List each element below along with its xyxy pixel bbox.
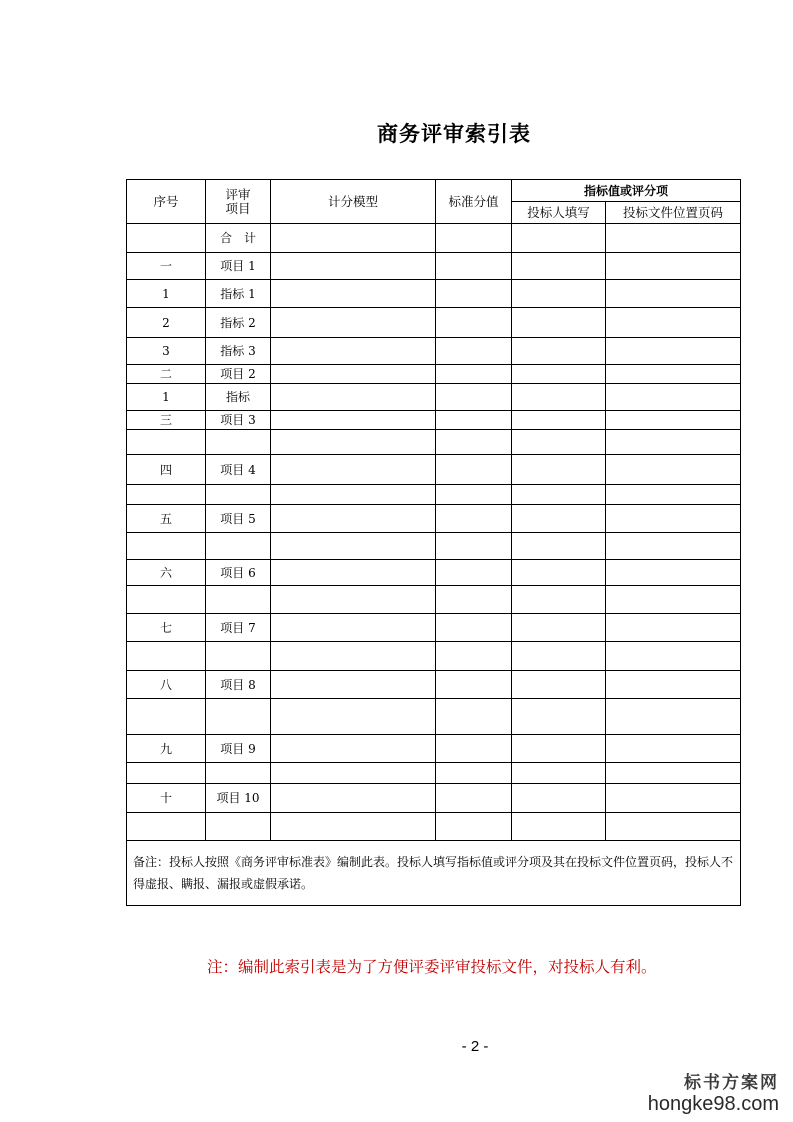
row-seq: 2 [127, 308, 206, 338]
row-score-cell [436, 642, 512, 671]
row-model-cell [271, 614, 436, 642]
row-item: 指标 1 [206, 280, 271, 308]
row-score-cell [436, 308, 512, 338]
row-page-cell [606, 784, 741, 813]
row-page-cell [606, 365, 741, 384]
page-title: 商务评审索引表 [377, 122, 531, 146]
row-score-cell [436, 365, 512, 384]
row-fill-cell [512, 430, 606, 455]
row-fill-cell [512, 455, 606, 485]
table-row [127, 280, 741, 308]
row-fill-cell [512, 505, 606, 533]
header-item-line1: 评审 [225, 186, 251, 202]
header-score: 标准分值 [436, 180, 512, 224]
row-model-cell [271, 280, 436, 308]
header-item [206, 180, 271, 224]
row-item: 项目 7 [206, 614, 271, 642]
row-score-cell [436, 384, 512, 411]
row-fill-cell [512, 560, 606, 586]
row-model-cell [271, 308, 436, 338]
row-score-cell [436, 253, 512, 280]
table-row [127, 813, 741, 841]
header-page: 投标文件位置页码 [606, 202, 741, 224]
page-number: - 2 - [461, 1038, 489, 1055]
row-page-cell [606, 485, 741, 505]
row-score-cell [436, 763, 512, 784]
row-fill-cell [512, 384, 606, 411]
row-seq: 1 [127, 384, 206, 411]
table-row [127, 560, 741, 586]
row-score-cell [436, 485, 512, 505]
row-model-cell [271, 784, 436, 813]
row-score-cell [436, 784, 512, 813]
row-page-cell [606, 642, 741, 671]
row-page-cell [606, 699, 741, 735]
row-model-cell [271, 642, 436, 671]
row-item [206, 485, 271, 505]
row-page-cell [606, 560, 741, 586]
row-seq: 八 [127, 671, 206, 699]
row-page-cell [606, 763, 741, 784]
row-fill-cell [512, 533, 606, 560]
row-seq: 三 [127, 411, 206, 430]
row-seq: 九 [127, 735, 206, 763]
row-model-cell [271, 224, 436, 253]
header-model: 计分模型 [271, 180, 436, 224]
row-seq [127, 813, 206, 841]
row-model-cell [271, 338, 436, 365]
row-fill-cell [512, 614, 606, 642]
table-row [127, 455, 741, 485]
header-fill: 投标人填写 [512, 202, 606, 224]
row-page-cell [606, 533, 741, 560]
watermark [648, 1068, 779, 1116]
row-item: 项目 10 [206, 784, 271, 813]
row-fill-cell [512, 813, 606, 841]
row-seq: 二 [127, 365, 206, 384]
header-item-line2: 项目 [225, 200, 251, 216]
table-row [127, 224, 741, 253]
row-item: 指标 3 [206, 338, 271, 365]
table-row [127, 253, 741, 280]
header-seq: 序号 [127, 180, 206, 224]
row-model-cell [271, 671, 436, 699]
row-item: 项目 4 [206, 455, 271, 485]
table-row [127, 784, 741, 813]
row-seq: 七 [127, 614, 206, 642]
row-page-cell [606, 505, 741, 533]
table-row [127, 338, 741, 365]
row-model-cell [271, 763, 436, 784]
row-item [206, 699, 271, 735]
row-fill-cell [512, 586, 606, 614]
row-fill-cell [512, 224, 606, 253]
table-row [127, 586, 741, 614]
row-item [206, 763, 271, 784]
row-seq: 3 [127, 338, 206, 365]
row-page-cell [606, 430, 741, 455]
row-item: 合 计 [206, 224, 271, 253]
row-seq: 十 [127, 784, 206, 813]
row-score-cell [436, 560, 512, 586]
row-seq [127, 485, 206, 505]
footnote: 注：编制此索引表是为了方便评委评审投标文件，对投标人有利。 [207, 958, 657, 976]
row-model-cell [271, 586, 436, 614]
row-model-cell [271, 813, 436, 841]
row-score-cell [436, 505, 512, 533]
row-seq [127, 430, 206, 455]
row-page-cell [606, 735, 741, 763]
remark-cell: 备注：投标人按照《商务评审标准表》编制此表。投标人填写指标值或评分项及其在投标文件位置页码，投标人不得虚报、瞒报、漏报或虚假承诺。 [127, 841, 741, 906]
row-model-cell [271, 533, 436, 560]
row-item [206, 430, 271, 455]
row-score-cell [436, 735, 512, 763]
table-row [127, 642, 741, 671]
row-item: 项目 3 [206, 411, 271, 430]
row-score-cell [436, 533, 512, 560]
row-fill-cell [512, 338, 606, 365]
row-item: 项目 6 [206, 560, 271, 586]
row-item: 指标 2 [206, 308, 271, 338]
row-page-cell [606, 455, 741, 485]
row-score-cell [436, 338, 512, 365]
row-score-cell [436, 699, 512, 735]
row-seq: 五 [127, 505, 206, 533]
row-score-cell [436, 455, 512, 485]
row-item [206, 642, 271, 671]
row-item: 项目 9 [206, 735, 271, 763]
row-page-cell [606, 224, 741, 253]
table-row [127, 505, 741, 533]
row-fill-cell [512, 253, 606, 280]
table-row [127, 411, 741, 430]
row-item: 项目 2 [206, 365, 271, 384]
table-row [127, 614, 741, 642]
table-row [127, 485, 741, 505]
row-model-cell [271, 455, 436, 485]
row-score-cell [436, 430, 512, 455]
row-fill-cell [512, 784, 606, 813]
row-page-cell [606, 308, 741, 338]
row-fill-cell [512, 699, 606, 735]
row-page-cell [606, 411, 741, 430]
row-fill-cell [512, 365, 606, 384]
row-model-cell [271, 411, 436, 430]
row-fill-cell [512, 763, 606, 784]
row-model-cell [271, 253, 436, 280]
table-row [127, 763, 741, 784]
row-page-cell [606, 253, 741, 280]
row-score-cell [436, 280, 512, 308]
row-score-cell [436, 671, 512, 699]
row-page-cell [606, 384, 741, 411]
row-page-cell [606, 614, 741, 642]
row-item [206, 586, 271, 614]
row-item: 指标 [206, 384, 271, 411]
row-page-cell [606, 671, 741, 699]
table-row [127, 384, 741, 411]
row-fill-cell [512, 671, 606, 699]
row-score-cell [436, 411, 512, 430]
table-row [127, 735, 741, 763]
row-item: 项目 8 [206, 671, 271, 699]
row-page-cell [606, 280, 741, 308]
row-item: 项目 1 [206, 253, 271, 280]
row-seq [127, 224, 206, 253]
row-seq: 一 [127, 253, 206, 280]
row-fill-cell [512, 642, 606, 671]
row-model-cell [271, 505, 436, 533]
row-model-cell [271, 485, 436, 505]
header-group: 指标值或评分项 [512, 180, 741, 202]
row-score-cell [436, 586, 512, 614]
table-row [127, 308, 741, 338]
row-page-cell [606, 338, 741, 365]
table-row [127, 671, 741, 699]
row-score-cell [436, 224, 512, 253]
review-index-table [126, 179, 741, 906]
row-model-cell [271, 560, 436, 586]
row-score-cell [436, 813, 512, 841]
row-seq [127, 533, 206, 560]
table-row [127, 699, 741, 735]
row-score-cell [436, 614, 512, 642]
row-fill-cell [512, 485, 606, 505]
row-model-cell [271, 430, 436, 455]
row-fill-cell [512, 280, 606, 308]
row-fill-cell [512, 308, 606, 338]
row-page-cell [606, 586, 741, 614]
watermark-en: hongke98.com [647, 1093, 779, 1115]
row-item [206, 813, 271, 841]
row-model-cell [271, 365, 436, 384]
row-seq: 1 [127, 280, 206, 308]
table-row [127, 365, 741, 384]
row-model-cell [271, 384, 436, 411]
row-item [206, 533, 271, 560]
row-model-cell [271, 735, 436, 763]
row-seq: 四 [127, 455, 206, 485]
row-item: 项目 5 [206, 505, 271, 533]
row-seq [127, 642, 206, 671]
row-fill-cell [512, 411, 606, 430]
row-page-cell [606, 813, 741, 841]
row-seq: 六 [127, 560, 206, 586]
row-model-cell [271, 699, 436, 735]
row-seq [127, 699, 206, 735]
row-seq [127, 763, 206, 784]
table-row [127, 533, 741, 560]
watermark-cn: 标书方案网 [684, 1073, 779, 1093]
row-seq [127, 586, 206, 614]
row-fill-cell [512, 735, 606, 763]
table-row [127, 430, 741, 455]
